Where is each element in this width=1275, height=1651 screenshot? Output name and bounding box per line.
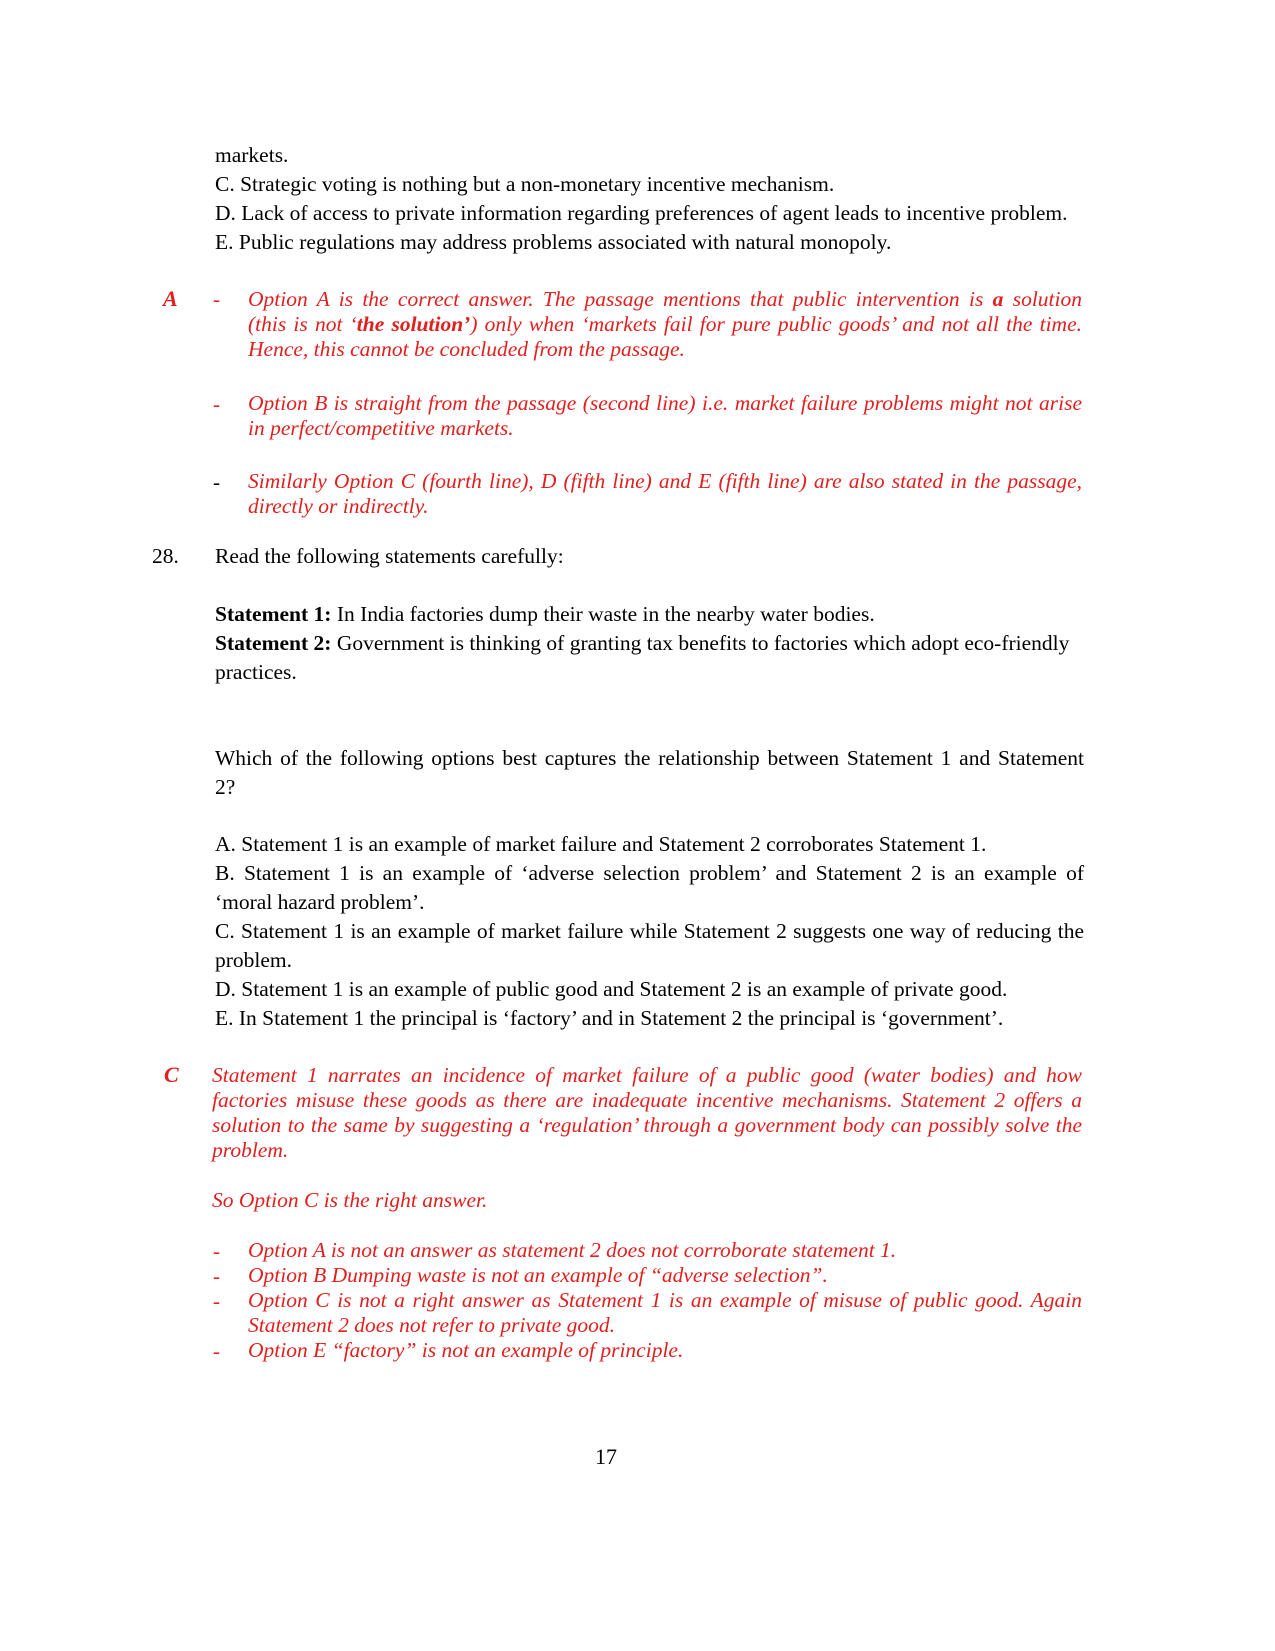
explanation-line: Statement 1 narrates an incidence of market failure of a public good (water bodies) and how: [212, 1063, 1082, 1087]
explanation-line: factories misuse these goods as there are inadequate incentive mechanisms. Statement 2 offers a: [212, 1088, 1082, 1112]
explanation-line: Similarly Option C (fourth line), D (fifth line) and E (fifth line) are also stated in the passage,: [248, 469, 1082, 493]
option-text: C. Strategic voting is nothing but a non-monetary incentive mechanism.: [215, 172, 835, 196]
explanation-bullet: Statement 2 does not refer to private good.: [248, 1313, 616, 1337]
explanation-bullet: Option C is not a right answer as Statement 1 is an example of misuse of public good. Again: [248, 1288, 1082, 1312]
option-text: problem.: [215, 948, 293, 972]
option-text: D. Statement 1 is an example of public good and Statement 2 is an example of private good.: [215, 977, 1008, 1001]
bullet-dash: -: [213, 470, 220, 494]
option-text: D. Lack of access to private information regarding preferences of agent leads to incentive problem.: [215, 201, 1068, 225]
option-text: C. Statement 1 is an example of market failure while Statement 2 suggests one way of reducing the: [215, 919, 1084, 943]
question-prompt: Read the following statements carefully:: [215, 544, 564, 568]
explanation-bullet: Option E “factory” is not an example of principle.: [248, 1338, 684, 1362]
statement-1: Statement 1: In India factories dump their waste in the nearby water bodies.: [215, 602, 875, 626]
option-text: E. In Statement 1 the principal is ‘factory’ and in Statement 2 the principal is ‘government’.: [215, 1006, 1004, 1030]
bullet-dash: -: [213, 1239, 220, 1263]
explanation-line: (this is not ‘the solution’) only when ‘markets fail for pure public goods’ and not all the time.: [248, 312, 1082, 336]
statement-2-cont: practices.: [215, 660, 297, 684]
explanation-bullet: Option A is not an answer as statement 2 does not corroborate statement 1.: [248, 1238, 897, 1262]
statement-2: Statement 2: Government is thinking of granting tax benefits to factories which adopt eco-friendly: [215, 631, 1070, 655]
explanation-line: directly or indirectly.: [248, 494, 429, 518]
explanation-bullet: Option B Dumping waste is not an example of “adverse selection”.: [248, 1263, 828, 1287]
question-text: 2?: [215, 775, 236, 799]
explanation-line: problem.: [212, 1138, 289, 1162]
bullet-dash: -: [213, 1264, 220, 1288]
option-text: E. Public regulations may address problems associated with natural monopoly.: [215, 230, 892, 254]
question-text: Which of the following options best captures the relationship between Statement 1 and Statement: [215, 746, 1084, 770]
page-number: 17: [595, 1444, 617, 1469]
option-text: markets.: [215, 143, 289, 167]
answer-letter: C: [164, 1062, 179, 1087]
answer-conclusion: So Option C is the right answer.: [212, 1188, 488, 1212]
explanation-line: solution to the same by suggesting a ‘regulation’ through a government body can possibly solve the: [212, 1113, 1082, 1137]
bullet-dash: -: [213, 392, 220, 416]
question-number: 28.: [152, 544, 179, 568]
option-text: A. Statement 1 is an example of market failure and Statement 2 corroborates Statement 1.: [215, 832, 987, 856]
explanation-line: in perfect/competitive markets.: [248, 416, 514, 440]
option-text: ‘moral hazard problem’.: [215, 890, 425, 914]
answer-letter: A: [163, 286, 178, 311]
bullet-dash: -: [213, 287, 220, 311]
explanation-line: Hence, this cannot be concluded from the passage.: [248, 337, 685, 361]
bullet-dash: -: [213, 1289, 220, 1313]
explanation-line: Option A is the correct answer. The passage mentions that public intervention is a solution: [248, 287, 1082, 311]
bullet-dash: -: [213, 1339, 220, 1363]
explanation-line: Option B is straight from the passage (second line) i.e. market failure problems might not arise: [248, 391, 1082, 415]
option-text: B. Statement 1 is an example of ‘adverse selection problem’ and Statement 2 is an example of: [215, 861, 1084, 885]
